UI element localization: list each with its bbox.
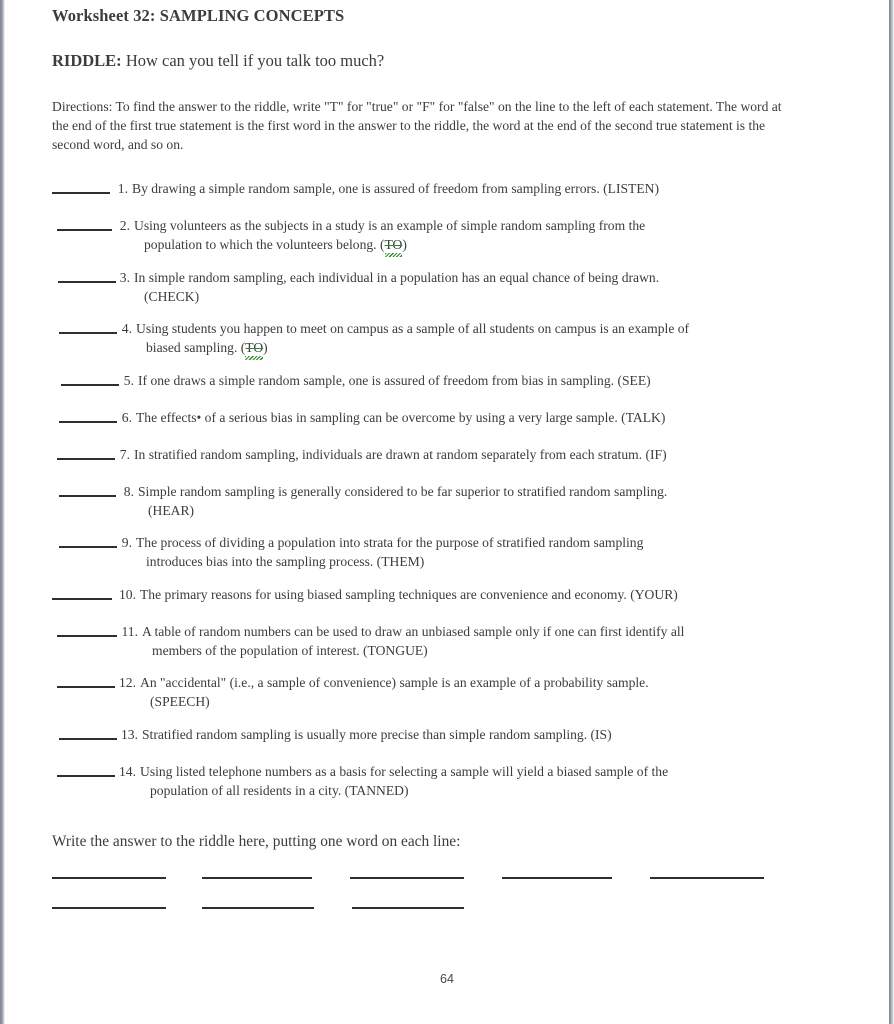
statement-item [52,726,794,746]
statement-number: 11. [121,623,138,639]
statement-number: 4. [121,321,132,337]
answer-blank-line[interactable] [59,546,117,548]
answer-blank-line[interactable] [58,281,116,283]
answer-word-line[interactable] [502,877,612,879]
statement-line-1: In stratified random sampling, individuals are drawn at random separately from each stratum. (IF) [134,446,667,462]
statement-number: 3. [119,269,130,285]
statement-item [52,623,794,661]
statement-text [121,409,794,428]
answer-blank-line[interactable] [52,598,112,600]
statement-line-2 [146,339,794,358]
statement-line-2: (SPEECH) [150,694,210,710]
statement-text [121,534,794,572]
answer-line-row [52,907,794,909]
statement-item [52,763,794,801]
statement-number: 12. [119,675,136,691]
directions-paragraph: Directions: To find the answer to the riddle, write "T" for "true" or "F" for "false" on the line to the left of each statement. The word at the end of the first true statement is the first word in the answer to the riddle, the word at the end of the second true statement is the second word, and so on. [52,98,782,153]
statement-text [119,446,794,465]
answer-blank-line[interactable] [57,686,115,688]
answer-word-line[interactable] [202,877,312,879]
flagged-word-text: TO [245,340,264,356]
statement-line-2-tail: ) [263,340,268,356]
statement-line-1: Stratified random sampling is usually more precise than simple random sampling. (IS) [142,726,612,742]
answer-word-line[interactable] [650,877,764,879]
statement-item [52,320,794,358]
statement-line-2-head: biased sampling. ( [146,340,246,356]
answer-prompt: Write the answer to the riddle here, putting one word on each line: [52,833,461,851]
statement-line-1: The effects• of a serious bias in sampling can be overcome by using a very large sample. (TALK) [136,409,666,425]
statement-text [119,217,794,255]
answer-blank-line[interactable] [61,384,119,386]
statement-text [119,269,794,307]
answer-word-line[interactable] [350,877,464,879]
statement-number: 5. [123,372,134,388]
statement-line-1: The primary reasons for using biased sampling techniques are convenience and economy. (YOUR) [140,586,678,602]
riddle-question: How can you tell if you talk too much? [125,50,385,70]
statement-number: 14. [119,763,136,779]
statement-text [121,623,794,661]
statement-line-1: In simple random sampling, each individual in a population has an equal chance of being drawn. [134,269,660,285]
answer-word-line[interactable] [52,877,166,879]
statement-text [123,372,794,391]
statement-text [119,763,794,801]
answer-line-row [52,877,794,879]
statement-line-1: An "accidental" (i.e., a sample of convenience) sample is an example of a probability sample. [140,675,649,691]
statement-item [52,180,794,200]
statement-line-1: By drawing a simple random sample, one is assured of freedom from sampling errors. (LISTEN) [132,181,660,197]
answer-word-line[interactable] [52,907,166,909]
answer-blank-line[interactable] [57,229,112,231]
page-title: Worksheet 32: SAMPLING CONCEPTS [52,6,345,25]
statement-line-2 [144,236,794,255]
answer-word-line[interactable] [352,907,464,909]
flagged-word-text: TO [384,237,403,253]
answer-blank-line[interactable] [52,192,110,194]
answer-word-line[interactable] [202,907,314,909]
statement-number: 1. [117,181,128,197]
statement-text [121,726,794,745]
statement-number: 6. [121,409,132,425]
statement-number: 7. [119,446,130,462]
statement-line-2: members of the population of interest. (TONGUE) [152,642,428,658]
statement-list [52,180,794,800]
answer-blank-line[interactable] [57,775,115,777]
statement-item [52,674,794,712]
riddle-heading [52,51,794,71]
statement-number: 13. [121,726,138,742]
statement-text [119,674,794,712]
statement-text [119,586,794,605]
statement-line-2-head: population to which the volunteers belong. ( [144,237,385,253]
statement-item [52,586,794,606]
statement-item [52,483,794,521]
statement-item [52,217,794,255]
answer-blank-line[interactable] [59,421,117,423]
spellcheck-flagged-word [245,339,263,358]
riddle-label: RIDDLE: [52,50,122,70]
answer-blank-line[interactable] [57,635,117,637]
spellcheck-flagged-word [385,236,403,255]
statement-number: 2. [119,218,130,234]
statement-number: 9. [121,535,132,551]
answer-blank-line[interactable] [57,458,115,460]
answer-blank-line[interactable] [59,495,116,497]
answer-blank-line[interactable] [59,332,117,334]
statement-line-2: (HEAR) [148,502,195,518]
statement-text [121,320,794,358]
statement-line-2: population of all residents in a city. (TANNED) [150,782,409,798]
statement-line-1: If one draws a simple random sample, one is assured of freedom from bias in sampling. (SEE) [138,372,651,388]
statement-line-2: (CHECK) [144,288,200,304]
statement-item [52,534,794,572]
page-content [52,6,794,937]
answer-blank-line[interactable] [59,738,117,740]
page-number: 64 [440,972,454,986]
statement-line-1: Using volunteers as the subjects in a study is an example of simple random sampling from the [134,218,646,234]
statement-item [52,446,794,466]
statement-line-1: The process of dividing a population into strata for the purpose of stratified random sampling [136,535,644,551]
statement-number: 8. [123,483,134,499]
statement-line-2: introduces bias into the sampling process. (THEM) [146,554,425,570]
statement-text [123,483,794,521]
statement-line-1: Using students you happen to meet on campus as a sample of all students on campus is an example of [136,321,690,337]
statement-text [117,180,794,199]
statement-line-2-tail: ) [402,237,407,253]
statement-number: 10. [119,586,136,602]
statement-line-1: A table of random numbers can be used to draw an unbiased sample only if one can first identify all [142,623,685,639]
statement-item [52,269,794,307]
statement-item [52,372,794,392]
answer-lines-section [52,877,794,909]
statement-line-1: Using listed telephone numbers as a basis for selecting a sample will yield a biased sample of the [140,763,669,779]
statement-line-1: Simple random sampling is generally considered to be far superior to stratified random sampling. [138,483,668,499]
statement-item [52,409,794,429]
